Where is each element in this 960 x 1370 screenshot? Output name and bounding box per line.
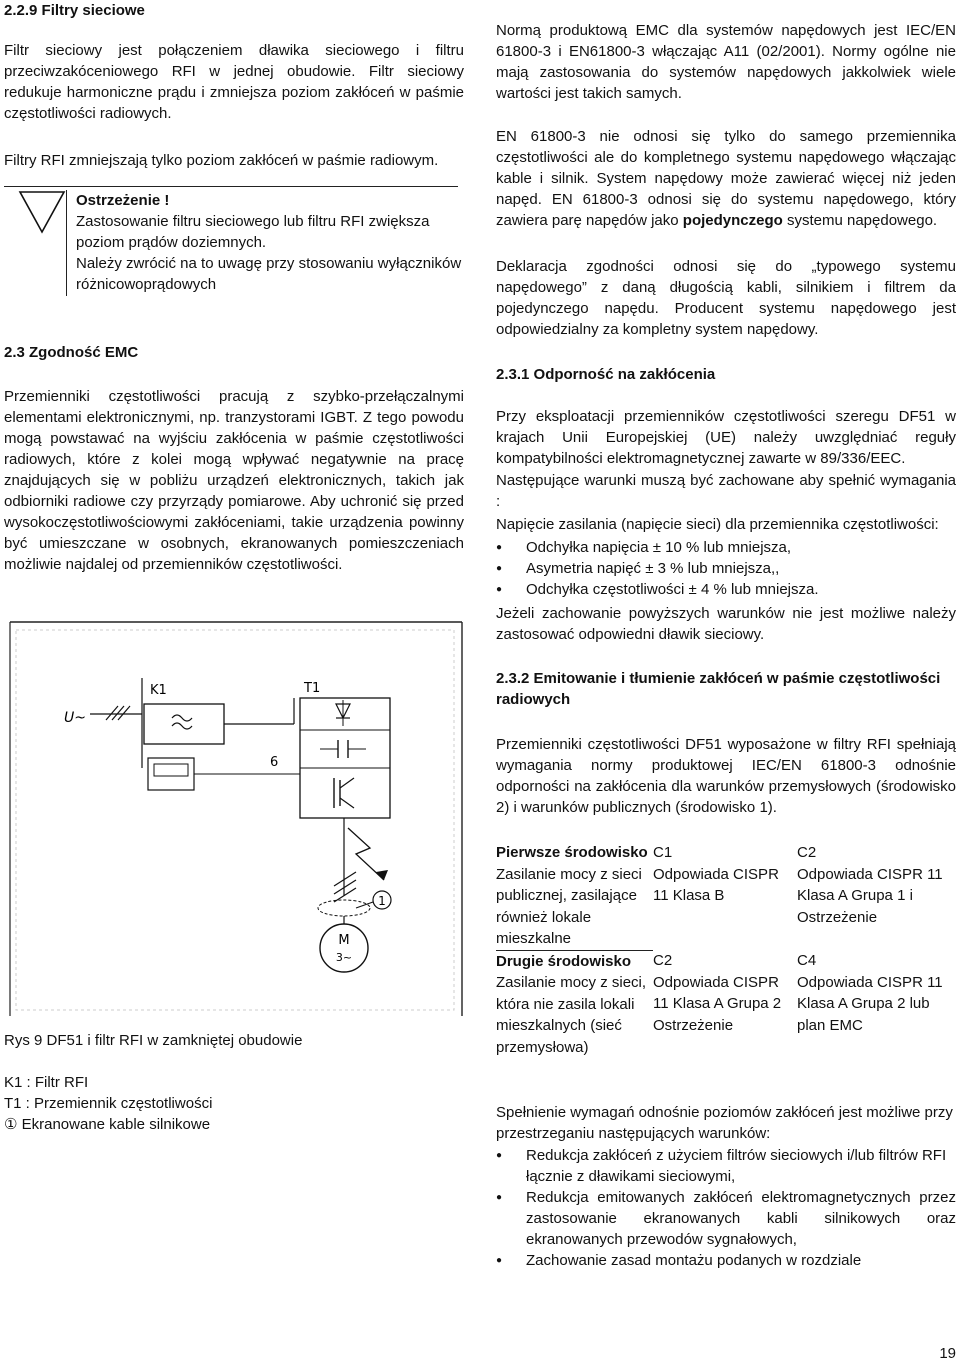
- t1-label: T1: [304, 681, 321, 696]
- section-title-emc: 2.3 Zgodność EMC: [4, 344, 139, 361]
- k1-label: K1: [150, 683, 167, 698]
- environment-table: [496, 842, 956, 1058]
- filters-intro-paragraph: Filtr sieciowy jest połączeniem dławika sieciowego i filtru przeciwzakóceniowego RFI w jednej obudowie. Filtr sieciowy redukuje harmoniczne prądu i zmniejsza poziom zakłóceń w paśmie częstotliwości radiowych.: [4, 42, 464, 122]
- section-title-immunity: 2.3.1 Odporność na zakłócenia: [496, 366, 716, 383]
- section-title-filters: 2.2.9 Filtry sieciowe: [4, 2, 145, 19]
- emission-conditions-paragraph: Spełnienie wymagań odnośnie poziomów zakłóceń jest możliwe przy przestrzeganiu następujących warunków:: [496, 1104, 953, 1142]
- en61800-text-a: EN 61800-3 nie odnosi się tylko do samego przemiennika częstotliwości ale do kompletnego systemu napędowego włączając kable i silnik. System napędowy może zawierać więcej niż jeden napęd. EN 61800-3 odnosi się do systemu napędowego, który zawiera parę napędów jako: [496, 128, 956, 229]
- filter-symbol-icon: [172, 715, 192, 729]
- en61800-paragraph: [496, 126, 956, 231]
- en61800-text-bold: pojedynczego: [682, 212, 783, 229]
- supply-conditions-list: [496, 537, 956, 600]
- conditions-paragraph: Następujące warunki muszą być zachowane aby spełnić wymagania :: [496, 472, 956, 510]
- table-cell-env2-c2: [797, 950, 955, 1058]
- warning-text: [76, 190, 466, 295]
- table-cell-env1-c1: [653, 842, 797, 950]
- warning-triangle-icon: [18, 190, 66, 234]
- env2-c2-head: C4: [797, 952, 817, 969]
- keypad-display: [154, 764, 188, 776]
- en61800-text-b: systemu napędowego.: [782, 212, 938, 229]
- section-title-emission: 2.3.2 Emitowanie i tłumienie zakłóceń w paśmie częstotliwości radiowych: [496, 670, 941, 708]
- legend-item-k1: K1 : Filtr RFI: [4, 1074, 89, 1091]
- list-item: ● Odchyłka częstotliwości ± 4 % lub mniejsza.: [496, 579, 956, 600]
- legend-item-t1: T1 : Przemiennik częstotliwości: [4, 1095, 213, 1112]
- figure-caption: Rys 9 DF51 i filtr RFI w zamkniętej obudowie: [4, 1032, 303, 1049]
- env2-title: Drugie środowisko: [496, 952, 632, 970]
- env2-c1-head: C2: [653, 952, 673, 969]
- emc-paragraph: Przemienniki częstotliwości pracują z szybko-przełączalnymi elementami elektronicznymi, np. tranzystorami IGBT. Z tego powodu mogą powstawać na wyjściu zakłócenia w paśmie częstotliwości radiowych, które z kolei mogą wpływać negatywnie na pracę znajdujących się w pobliżu urządzeń elektronicznych, takich jak odbiorniki radiowe czy przyrządy pomiarowe. Aby uchronić się przed wysokoczęstotliwościowymi zakłóceniami, takie urządzenia powinny być umieszczane w osobnych, ekranowanych pomieszczeniach możliwie najdalej od przemienników częstotliwości.: [4, 388, 464, 573]
- supply-label: U~: [64, 710, 86, 726]
- page-number: 19: [939, 1345, 956, 1362]
- list-item: ● Asymetria napięć ± 3 % lub mniejsza,,: [496, 558, 956, 579]
- reactor-paragraph: Jeżeli zachowanie powyższych warunków nie jest możliwe należy zastosować odpowiedni dławik sieciowy.: [496, 605, 956, 643]
- list-item: ● Odchyłka napięcia ± 10 % lub mniejsza,: [496, 537, 956, 558]
- warning-title: Ostrzeżenie !: [76, 192, 170, 209]
- list-item: ● Redukcja zakłóceń z użyciem filtrów sieciowych i/lub filtrów RFI łącznie z dławikami sieciowymi,: [496, 1145, 956, 1187]
- shielded-cable-marker-label: 1: [378, 894, 386, 908]
- legend-item-cable: ① Ekranowane kable silnikowe: [4, 1116, 211, 1133]
- table-cell-env2-c1: [653, 950, 797, 1058]
- table-cell-env1-c2: [797, 842, 955, 950]
- table-cell-env2: [496, 950, 653, 1058]
- env2-c2-body: Odpowiada CISPR 11 Klasa A Grupa 2 lub plan EMC: [797, 973, 943, 1034]
- filter-k1-box: [144, 704, 224, 744]
- warning-side-rule: [66, 190, 67, 296]
- env2-desc: Zasilanie mocy z sieci, która nie zasila lokali mieszkalnych (sieć przemysłowa): [496, 974, 647, 1056]
- enclosure-inner: [16, 630, 454, 1010]
- env1-c2-body: Odpowiada CISPR 11 Klasa A Grupa 1 i Ostrzeżenie: [797, 865, 943, 926]
- env2-c1-body: Odpowiada CISPR 11 Klasa A Grupa 2 Ostrzeżenie: [653, 973, 782, 1034]
- warning-line-1: Zastosowanie filtru sieciowego lub filtru RFI zwiększa poziom prądów doziemnych.: [76, 213, 430, 251]
- figure-legend: [4, 1072, 212, 1135]
- cable-6-label: 6: [270, 755, 279, 770]
- igbt-collector: [340, 778, 354, 788]
- norm-paragraph: Normą produktową EMC dla systemów napędowych jest IEC/EN 61800-3 i EN61800-3 włączając A11 (02/2001). Normy ogólne nie mają zastosowania do systemów napędowych jakkolwiek wiele wartości jest takich samych.: [496, 22, 956, 102]
- table-row: [496, 842, 955, 950]
- drive-t1-box: [300, 698, 390, 818]
- env1-c1-head: C1: [653, 844, 673, 861]
- keypad-box: [148, 758, 194, 790]
- table-cell-env1: [496, 842, 653, 950]
- motor-cable-slash-1: [334, 872, 356, 886]
- rfi-note-paragraph: Filtry RFI zmniejszają tylko poziom zakłóceń w paśmie radiowym.: [4, 152, 439, 169]
- env1-title: Pierwsze środowisko: [496, 844, 648, 861]
- supply-voltage-paragraph: Napięcie zasilania (napięcie sieci) dla przemiennika częstotliwości:: [496, 516, 939, 533]
- supply-slash-2: [112, 706, 124, 720]
- emission-paragraph: Przemienniki częstotliwości DF51 wyposażone w filtry RFI spełniają wymagania normy produktowej IEC/EN 61800-3 odnośnie odporności na zakłócenia dla warunków przemysłowych (środowisko 2) i warunków publicznych (środowisko 1).: [496, 736, 956, 816]
- list-item: ● Zachowanie zasad montażu podanych w rozdziale: [496, 1250, 956, 1271]
- supply-slash-3: [118, 706, 130, 720]
- supply-slash-1: [106, 706, 118, 720]
- env1-desc: Zasilanie mocy z sieci publicznej, zasilające również lokale mieszkalne: [496, 865, 642, 947]
- emission-conditions-list: [496, 1145, 956, 1271]
- igbt-emitter: [340, 798, 354, 808]
- motor-phase-label: 3~: [335, 951, 353, 964]
- figure-wiring-diagram: [4, 618, 464, 1018]
- declaration-paragraph: Deklaracja zgodności odnosi się do „typowego systemu napędowego” z daną długością kabli, silnikiem i filtrem da pojedynczego napędu. Producent systemu napędowego jest odpowiedzialny za kompletny system napędowy.: [496, 258, 956, 338]
- list-item: ● Redukcja emitowanych zakłóceń elektromagnetycznych przez zastosowanie ekranowanych kabli silnikowych oraz ekranowanych przewodów sygnałowych,: [496, 1187, 956, 1250]
- motor-label: M: [338, 933, 350, 948]
- wiring-diagram-svg: [4, 618, 464, 1018]
- motor-cable-slash-2: [334, 880, 356, 894]
- env1-c1-body: Odpowiada CISPR 11 Klasa B: [653, 865, 779, 904]
- warning-top-rule: [4, 186, 458, 187]
- immunity-paragraph: Przy eksploatacji przemienników częstotliwości szeregu DF51 w krajach Unii Europejskiej (UE) należy uwzględniać reguły kompatybilności elektromagnetycznej zawarte w 89/336/EEC.: [496, 408, 956, 467]
- cable-shield: [318, 900, 370, 916]
- env1-c2-head: C2: [797, 844, 817, 861]
- motor-icon: [320, 924, 368, 972]
- warning-line-2: Należy zwrócić na to uwagę przy stosowaniu wyłączników różnicowoprądowych: [76, 255, 462, 293]
- table-row: [496, 950, 955, 1058]
